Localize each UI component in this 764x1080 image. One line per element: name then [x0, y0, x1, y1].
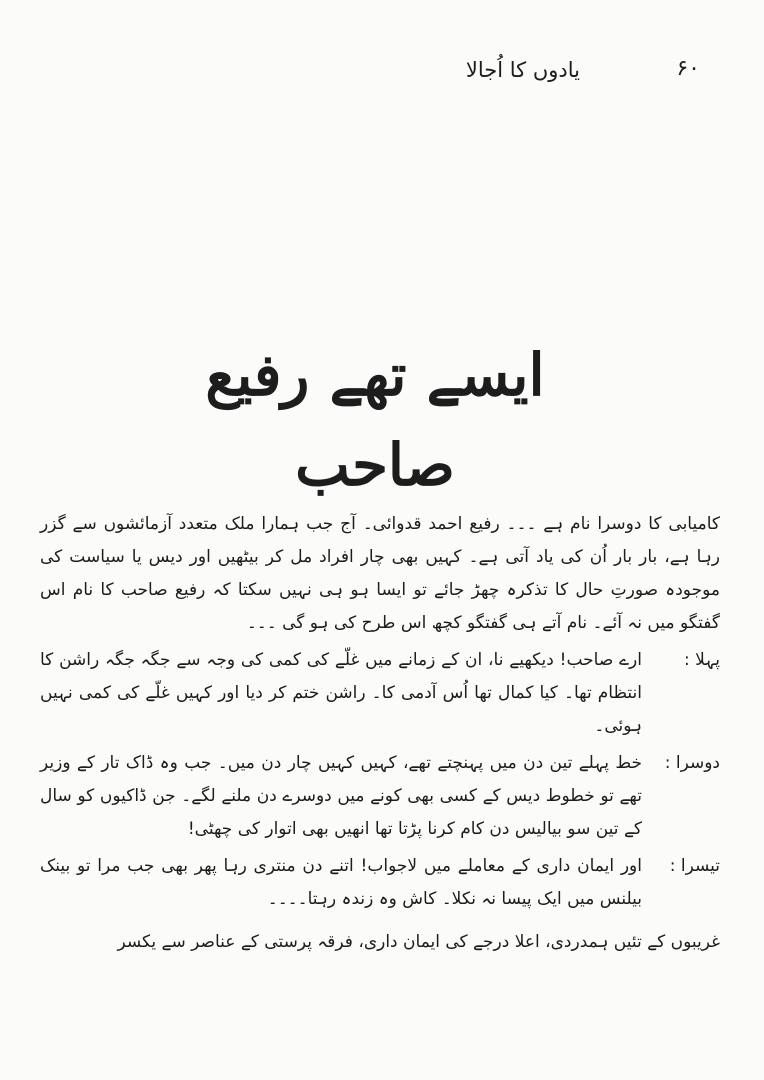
- speech-text: خط پہلے تین دن میں پہنچتے تھے، کہیں کہیں چار دن میں۔ جب وہ ڈاک تار کے وزیر تھے تو خطوط دیس کے کسی بھی کونے میں دوسرے دن ملنے لگے۔ جن ڈاکیوں کو سال کے تین سو بیالیس دن کام کرنا پڑتا تھا انھیں بھی اتوار کی چھٹی!: [40, 753, 642, 839]
- speaker-label: دوسرا :: [664, 753, 720, 773]
- dialogue-third: [40, 850, 720, 916]
- speech-text: ارے صاحب! دیکھیے نا، ان کے زمانے میں غلّے کی کمی کی وجہ سے جگہ جگہ راشن کا انتظام تھا۔ کیا کمال تھا اُس آدمی کا۔ راشن ختم کر دیا اور کہیں غلّے کی کمی نہیں ہوئی۔: [40, 650, 642, 736]
- speaker-label: پہلا :: [684, 650, 720, 670]
- intro-paragraph: کامیابی کا دوسرا نام ہے ۔۔۔ رفیع احمد قدوائی۔ آج جب ہمارا ملک متعدد آزمائشوں سے گزر رہا ہے، بار بار اُن کی یاد آتی ہے۔ کہیں بھی چار افراد مل کر بیٹھیں اور دیس یا سیاست کی موجودہ صورتِ حال کا تذکرہ چھڑ جائے تو ایسا ہو ہی نہیں سکتا کہ رفیع صاحب کا نام اس گفتگو میں نہ آئے۔ نام آتے ہی گفتگو کچھ اس طرح کی ہو گی ۔۔۔: [40, 514, 720, 633]
- speech-text: اور ایمان داری کے معاملے میں لاجواب! اتنے دن منتری رہا پھر بھی جب مرا تو بینک بیلنس میں ایک پیسا نہ نکلا۔ کاش وہ زندہ رہتا۔۔۔۔: [40, 856, 642, 909]
- page-number: ۶۰: [676, 56, 700, 81]
- chapter-title: ایسے تھے رفیع صاحب: [205, 341, 545, 499]
- speaker-label: تیسرا :: [669, 856, 720, 876]
- closing-line: غریبوں کے تئیں ہمدردی، اعلا درجے کی ایمان داری، فرقہ پرستی کے عناصر سے یکسر: [117, 932, 720, 952]
- running-header: [300, 52, 700, 92]
- dialogue-first: [40, 644, 720, 743]
- book-title: یادوں کا اُجالا: [465, 58, 580, 82]
- dialogue-second: [40, 747, 720, 846]
- chapter-body: [40, 508, 720, 959]
